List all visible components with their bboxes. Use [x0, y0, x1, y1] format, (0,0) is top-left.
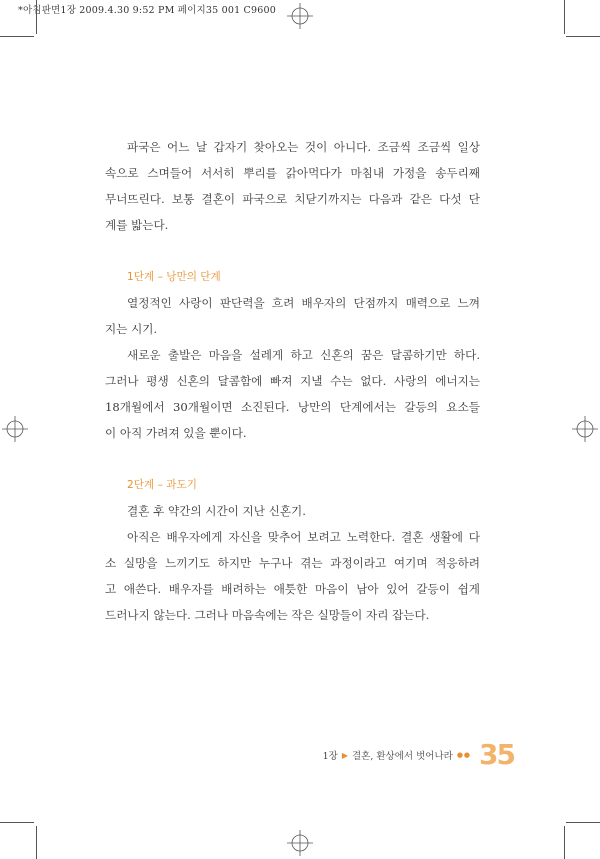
text-line: 지는 시기.: [105, 322, 158, 336]
crop-mark: [0, 822, 34, 823]
crop-mark: [36, 0, 37, 34]
text-line: 무너뜨린다. 보통 결혼이 파국으로 치닫기까지는 다음과 같은 다섯 단: [105, 192, 480, 206]
running-footer: [323, 740, 514, 770]
text-line: 18개월에서 30개월이면 소진된다. 낭만의 단계에서는 갈등의 요소들: [105, 400, 480, 414]
print-slug: *아침판면1장 2009.4.30 9:52 PM 페이지35 001 C9600: [18, 5, 276, 16]
paragraph: [105, 342, 480, 446]
arrow-icon: ▶: [341, 750, 348, 760]
page-number: 35: [479, 738, 514, 771]
text-line: 이 아직 가려져 있을 뿐이다.: [105, 426, 247, 440]
text-line: 속으로 스며들어 서서히 뿌리를 갉아먹다가 마침내 가정을 송두리째: [105, 166, 480, 180]
paragraph: [105, 134, 480, 238]
paragraph: [105, 290, 480, 342]
registration-mark-icon: [287, 830, 313, 856]
text-line: 결혼 후 약간의 시간이 지난 신혼기.: [127, 504, 306, 518]
section-heading-stage-2: 2단계 – 과도기: [127, 479, 197, 491]
paragraph: [116, 498, 480, 524]
chapter-label: 1장: [322, 751, 338, 762]
registration-mark-icon: [287, 3, 313, 29]
crop-mark: [564, 826, 565, 859]
text-line: 드러나지 않는다. 그러나 마음속에는 작은 실망들이 자리 잡는다.: [105, 608, 430, 622]
text-line: 그러나 평생 신혼의 달콤함에 빠져 지낼 수는 없다. 사랑의 에너지는: [105, 374, 480, 388]
text-line: 열정적인 사랑이 판단력을 흐려 배우자의 단점까지 매력으로 느껴: [127, 296, 480, 310]
text-line: 고 애쓴다. 배우자를 배려하는 애틋한 마음이 남아 있어 갈등이 쉽게: [105, 582, 480, 596]
crop-mark: [36, 826, 37, 859]
section-heading-stage-1: 1단계 – 낭만의 단계: [127, 271, 221, 283]
dots-icon: ●●: [456, 751, 472, 759]
body-text: [105, 134, 480, 628]
registration-mark-icon: [2, 416, 28, 442]
crop-mark: [566, 36, 600, 37]
text-line: 파국은 어느 날 갑자기 찾아오는 것이 아니다. 조금씩 조금씩 일상: [127, 140, 480, 154]
text-line: 계를 밟는다.: [105, 218, 169, 232]
crop-mark: [0, 36, 34, 37]
chapter-title: 결혼, 환상에서 벗어나라: [351, 751, 453, 762]
text-line: 소 실망을 느끼기도 하지만 누구나 겪는 과정이라고 여기며 적응하려: [105, 556, 480, 570]
registration-mark-icon: [572, 416, 598, 442]
text-line: 새로운 출발은 마음을 설레게 하고 신혼의 꿈은 달콤하기만 하다.: [127, 348, 480, 362]
crop-mark: [564, 0, 565, 34]
text-line: 아직은 배우자에게 자신을 맞추어 보려고 노력한다. 결혼 생활에 다: [127, 530, 480, 544]
crop-mark: [566, 822, 600, 823]
paragraph: [105, 524, 480, 628]
